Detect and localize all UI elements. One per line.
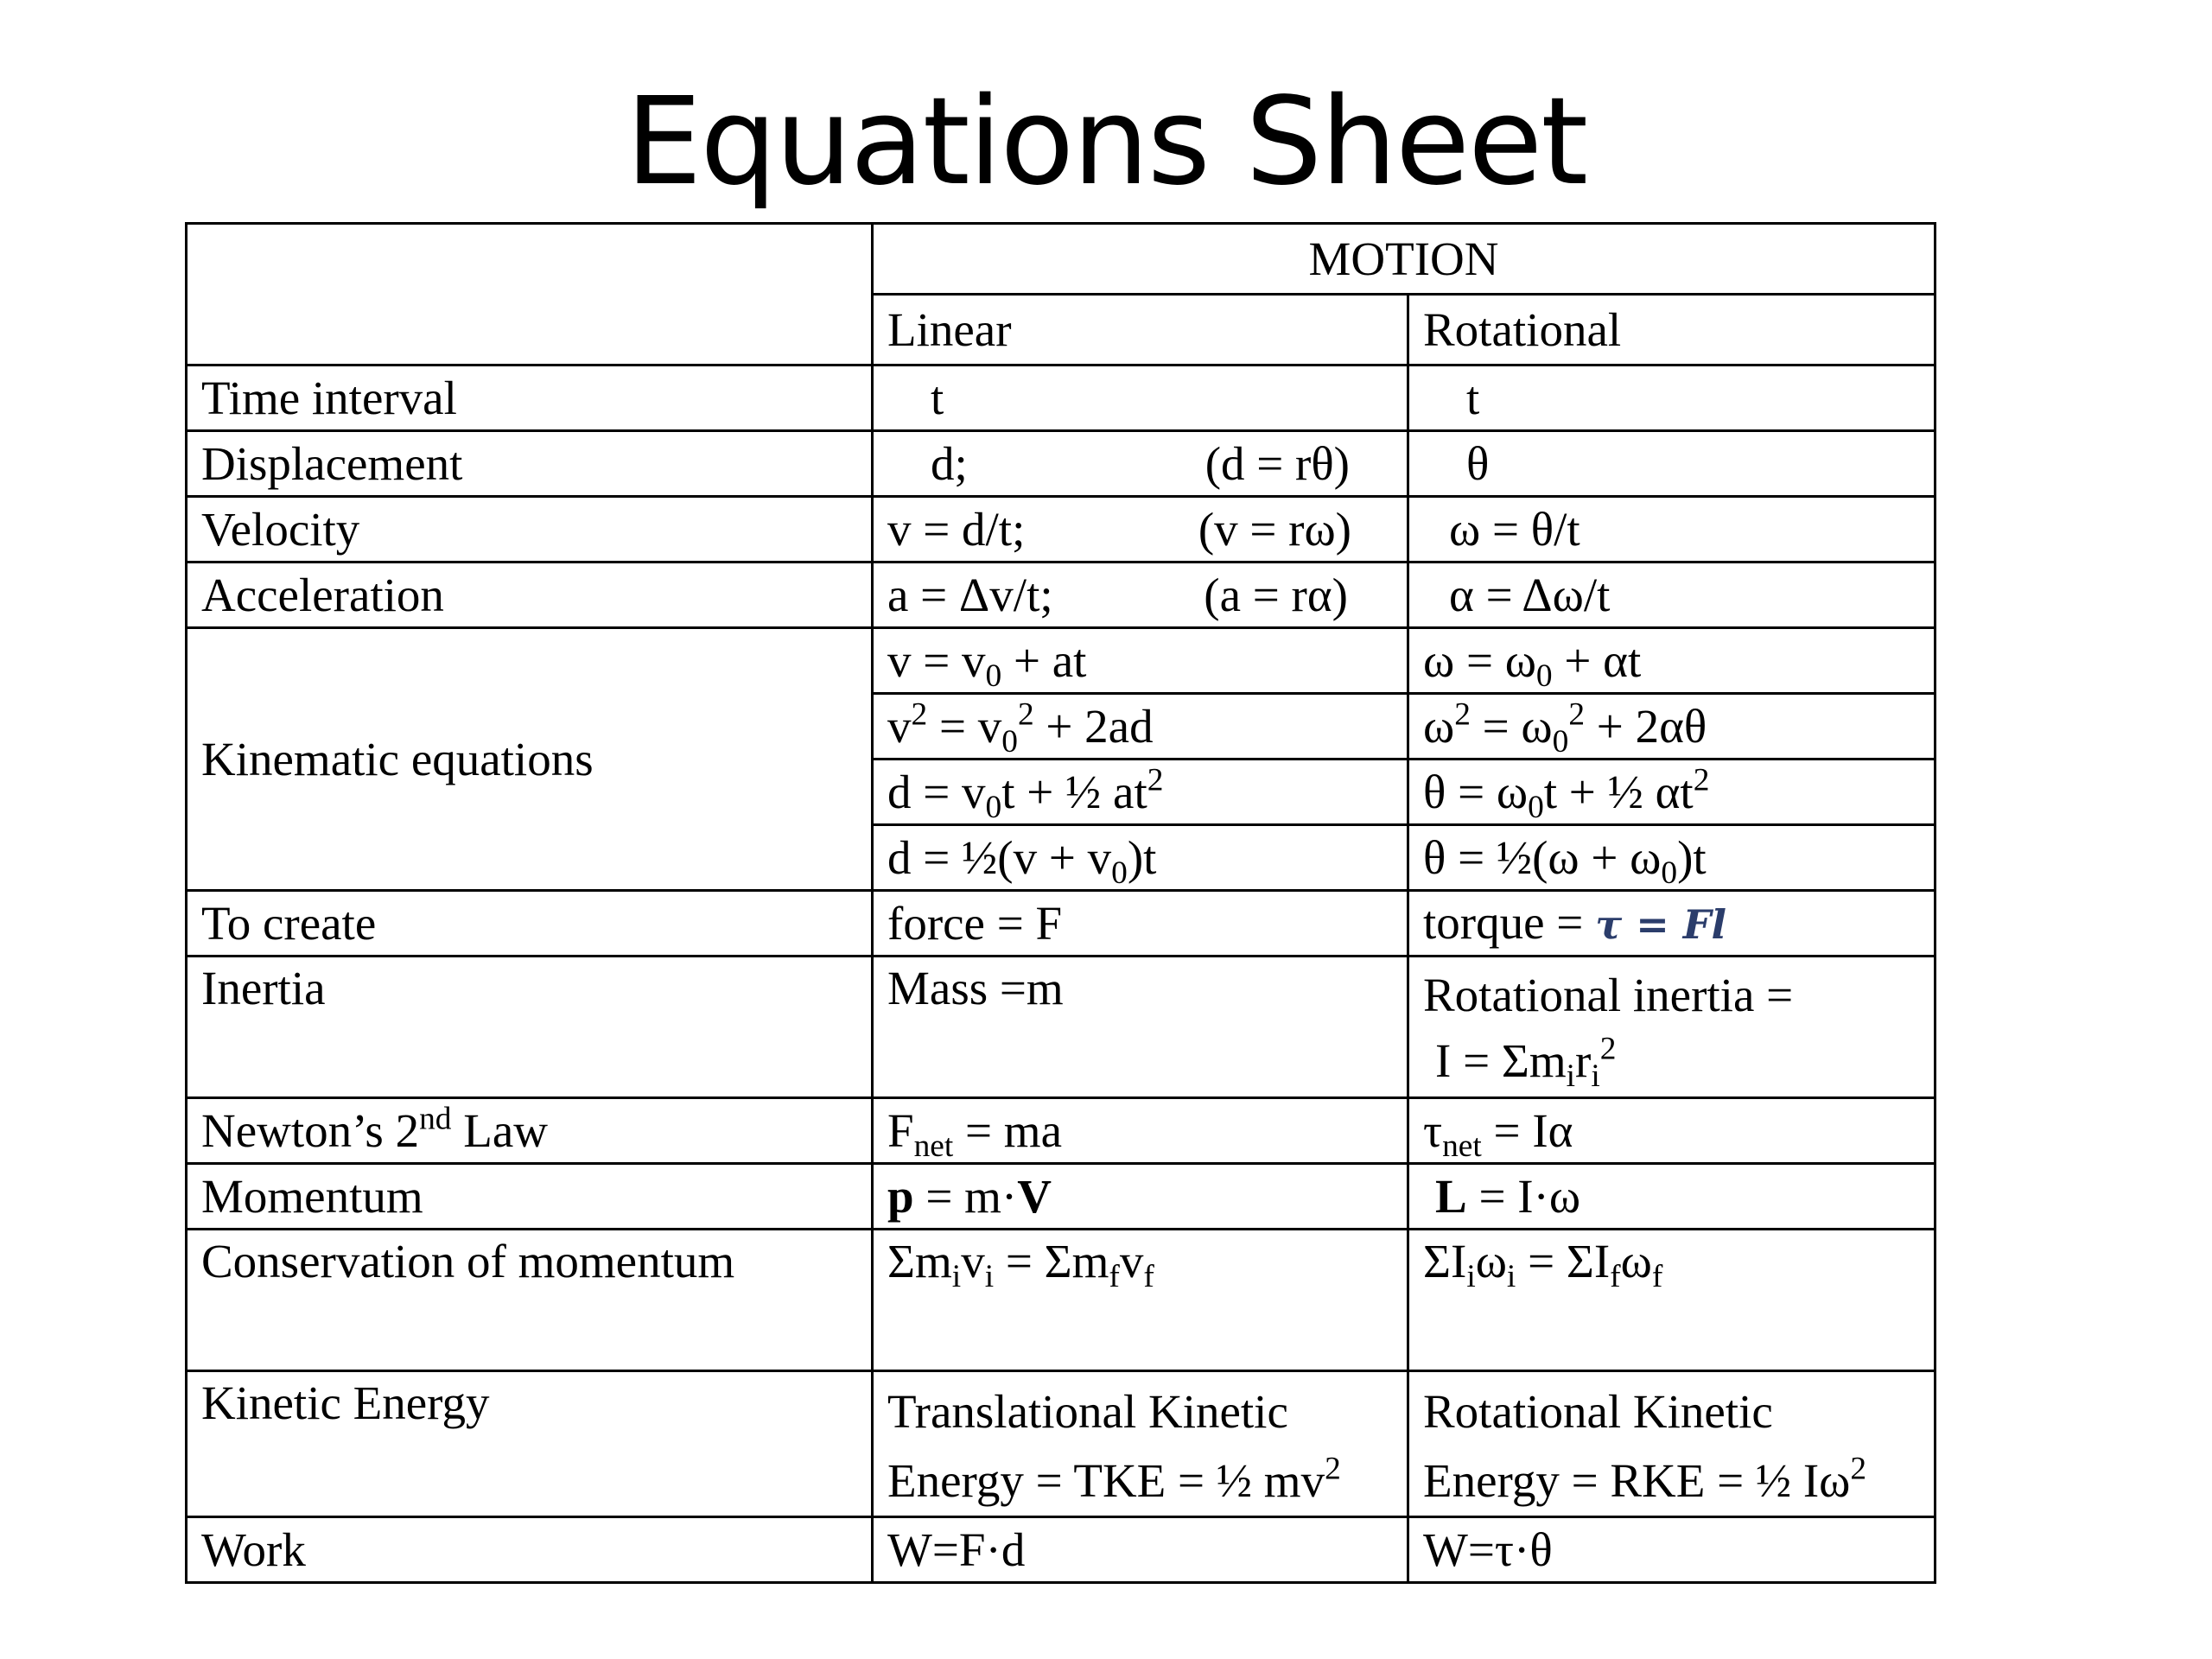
table-row	[187, 628, 1936, 694]
rotational-cell	[1408, 1371, 1936, 1517]
row-label: Work	[187, 1517, 873, 1583]
linear-line-2: Energy = TKE = ½ $mv^2$	[887, 1451, 1341, 1507]
empty-corner-cell	[187, 224, 873, 365]
linear-cell: force = F	[873, 891, 1408, 957]
row-label: Velocity	[187, 497, 873, 563]
linear-cell	[873, 1371, 1408, 1517]
linear-cell: Mass =m	[873, 957, 1408, 1098]
rotational-cell: $\theta = \omega_0t$ + ½ $\alpha t^2$	[1408, 760, 1936, 825]
rotational-value: θ	[1466, 436, 1490, 490]
row-label: Momentum	[187, 1164, 873, 1230]
linear-cell: $v = v_0$ + at	[873, 628, 1408, 694]
linear-cell: $d = v_0t$ + ½ $at^2$	[873, 760, 1408, 825]
linear-cell	[873, 431, 1408, 497]
equations-table	[185, 222, 1936, 1584]
table-header-row	[187, 224, 1936, 295]
rotational-value: ω = θ/t	[1449, 502, 1580, 556]
rotational-line-1: Rotational inertia =	[1423, 969, 1794, 1021]
table-row	[187, 891, 1936, 957]
linear-note: (a = rα)	[1204, 568, 1348, 621]
torque-equation: τ = Fl	[1595, 900, 1726, 948]
rotational-value: torque =	[1423, 895, 1584, 949]
row-label: Inertia	[187, 957, 873, 1098]
linear-cell: p = m·V	[873, 1164, 1408, 1230]
linear-header: Linear	[873, 295, 1408, 365]
row-label: Newton’s 2nd Law	[187, 1098, 873, 1164]
linear-value: v = d/t;	[887, 502, 1026, 556]
rotational-cell	[1408, 365, 1936, 431]
rotational-header: Rotational	[1408, 295, 1936, 365]
row-label: Time interval	[187, 365, 873, 431]
table-row	[187, 1164, 1936, 1230]
rotational-value: α = Δω/t	[1449, 568, 1611, 621]
linear-cell: d = ½(v + $v_0)t$	[873, 825, 1408, 891]
rotational-cell: $\omega^2 = \omega_0^2 + 2\alpha\theta$	[1408, 694, 1936, 760]
table-row	[187, 563, 1936, 628]
table-row	[187, 431, 1936, 497]
rotational-cell: $\omega = \omega_0 + \alpha t$	[1408, 628, 1936, 694]
row-label: Kinematic equations	[187, 628, 873, 891]
table-row	[187, 1371, 1936, 1517]
table-row	[187, 1098, 1936, 1164]
rotational-line-2: $I = \Sigma m_ir_i^2$	[1435, 1031, 1617, 1095]
linear-cell	[873, 563, 1408, 628]
rotational-cell	[1408, 563, 1936, 628]
linear-note: (v = rω)	[1198, 502, 1351, 556]
rotational-cell: W=τ·θ	[1408, 1517, 1936, 1583]
rotational-cell	[1408, 497, 1936, 563]
rotational-line-2: Energy = RKE = ½ $I\omega^2$	[1423, 1451, 1867, 1507]
page-title: Equations Sheet	[625, 72, 1587, 213]
linear-note: (d = rθ)	[1205, 436, 1350, 490]
linear-cell: $\Sigma m_iv_i = \Sigma m_fv_f$	[873, 1230, 1408, 1371]
linear-value: t	[931, 371, 944, 424]
rotational-cell: L = I·ω	[1408, 1164, 1936, 1230]
linear-cell: W=F·d	[873, 1517, 1408, 1583]
table-row	[187, 1230, 1936, 1371]
linear-line-1: Translational Kinetic	[887, 1385, 1288, 1438]
rotational-cell: θ = ½(ω + $\omega_0)t$	[1408, 825, 1936, 891]
table-row	[187, 957, 1936, 1098]
rotational-cell: $\Sigma I_i\omega_i = \Sigma I_f\omega_f$	[1408, 1230, 1936, 1371]
rotational-cell: $\tau_{net} = I\alpha$	[1408, 1098, 1936, 1164]
linear-value: d;	[931, 436, 968, 490]
row-label: To create	[187, 891, 873, 957]
rotational-value: t	[1466, 371, 1480, 424]
linear-cell	[873, 497, 1408, 563]
table-row	[187, 1517, 1936, 1583]
motion-header: MOTION	[873, 224, 1936, 295]
table-row	[187, 497, 1936, 563]
rotational-cell	[1408, 957, 1936, 1098]
rotational-cell	[1408, 891, 1936, 957]
linear-cell: $v^2 = v_0^2 + 2ad$	[873, 694, 1408, 760]
row-label: Acceleration	[187, 563, 873, 628]
linear-cell	[873, 365, 1408, 431]
rotational-line-1: Rotational Kinetic	[1423, 1385, 1773, 1438]
linear-cell: $F_{net}$ = ma	[873, 1098, 1408, 1164]
table-row	[187, 365, 1936, 431]
row-label: Conservation of momentum	[187, 1230, 873, 1371]
linear-value: a = Δv/t;	[887, 568, 1053, 621]
row-label: Kinetic Energy	[187, 1371, 873, 1517]
row-label: Displacement	[187, 431, 873, 497]
rotational-cell	[1408, 431, 1936, 497]
